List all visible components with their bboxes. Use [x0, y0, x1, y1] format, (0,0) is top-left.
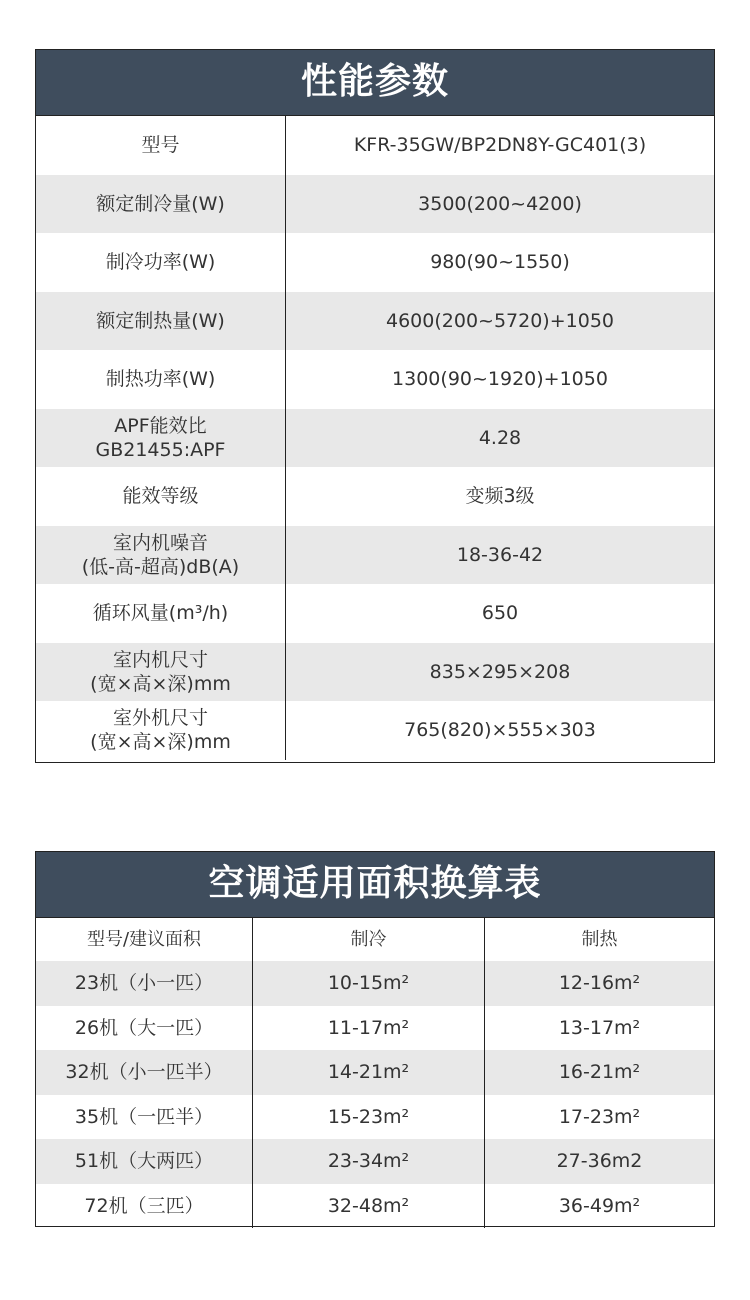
cooling-area-cell: 32-48m²: [253, 1184, 485, 1229]
spec-value: 4.28: [478, 426, 522, 449]
spec-row-rated-cooling: [36, 175, 714, 234]
spec-value: 4600(200~5720)+1050: [386, 309, 614, 332]
model-cell: 23机（小一匹）: [36, 961, 253, 1006]
spec-label: 额定制冷量(W): [36, 175, 286, 234]
model-cell: 26机（大一匹）: [36, 1006, 253, 1051]
spec-value: 1300(90~1920)+1050: [392, 368, 608, 391]
performance-table: [35, 49, 715, 763]
spec-row-model: [36, 116, 714, 175]
spec-value: 变频3级: [465, 485, 535, 508]
spec-label: 额定制热量(W): [36, 292, 286, 351]
spec-label: 室外机尺寸 (宽×高×深)mm: [36, 701, 286, 760]
spec-row-outdoor-size: [36, 701, 714, 760]
table-row: [36, 1050, 714, 1095]
area-table-header: [36, 918, 714, 961]
spec-value: 980(90~1550): [430, 251, 570, 274]
column-header-cooling: 制冷: [253, 918, 485, 961]
spec-label: 制热功率(W): [36, 350, 286, 409]
model-cell: 35机（一匹半）: [36, 1095, 253, 1140]
spec-value: 765(820)×555×303: [404, 719, 596, 742]
model-cell: 32机（小一匹半）: [36, 1050, 253, 1095]
spec-label: 室内机噪音 (低-高-超高)dB(A): [36, 526, 286, 585]
heating-area-cell: 27-36m2: [556, 1150, 643, 1173]
cooling-area-cell: 15-23m²: [253, 1095, 485, 1140]
spec-row-airflow: [36, 584, 714, 643]
column-header-heating: 制热: [581, 928, 618, 950]
column-header-model: 型号/建议面积: [36, 918, 253, 961]
area-table: [35, 851, 715, 1227]
spec-value: KFR-35GW/BP2DN8Y-GC401(3): [353, 134, 647, 157]
spec-row-energy-grade: [36, 467, 714, 526]
spec-label: 循环风量(m³/h): [36, 584, 286, 643]
spec-row-cooling-power: [36, 233, 714, 292]
spec-row-rated-heating: [36, 292, 714, 351]
table-row: [36, 1095, 714, 1140]
spec-label: 型号: [36, 116, 286, 175]
model-cell: 51机（大两匹）: [36, 1139, 253, 1184]
spec-label: 室内机尺寸 (宽×高×深)mm: [36, 643, 286, 702]
table-row: [36, 1139, 714, 1184]
cooling-area-cell: 11-17m²: [253, 1006, 485, 1051]
spec-value: 650: [481, 602, 519, 625]
spec-row-apf: [36, 409, 714, 468]
table-row: [36, 1184, 714, 1229]
spec-value: 18-36-42: [456, 543, 544, 566]
spec-label: 制冷功率(W): [36, 233, 286, 292]
heating-area-cell: 17-23m²: [558, 1105, 641, 1128]
cooling-area-cell: 23-34m²: [253, 1139, 485, 1184]
cooling-area-cell: 10-15m²: [253, 961, 485, 1006]
spec-label: 能效等级: [36, 467, 286, 526]
table-row: [36, 1006, 714, 1051]
area-table-title: 空调适用面积换算表: [36, 852, 714, 918]
spec-row-indoor-size: [36, 643, 714, 702]
heating-area-cell: 12-16m²: [558, 972, 641, 995]
heating-area-cell: 16-21m²: [558, 1061, 641, 1084]
table-row: [36, 961, 714, 1006]
spec-value: 3500(200~4200): [418, 192, 582, 215]
model-cell: 72机（三匹）: [36, 1184, 253, 1229]
spec-value: 835×295×208: [429, 660, 571, 683]
spec-label: APF能效比 GB21455:APF: [36, 409, 286, 468]
performance-title: 性能参数: [36, 50, 714, 116]
heating-area-cell: 13-17m²: [558, 1016, 641, 1039]
spec-row-indoor-noise: [36, 526, 714, 585]
spec-row-heating-power: [36, 350, 714, 409]
cooling-area-cell: 14-21m²: [253, 1050, 485, 1095]
heating-area-cell: 36-49m²: [558, 1194, 641, 1217]
